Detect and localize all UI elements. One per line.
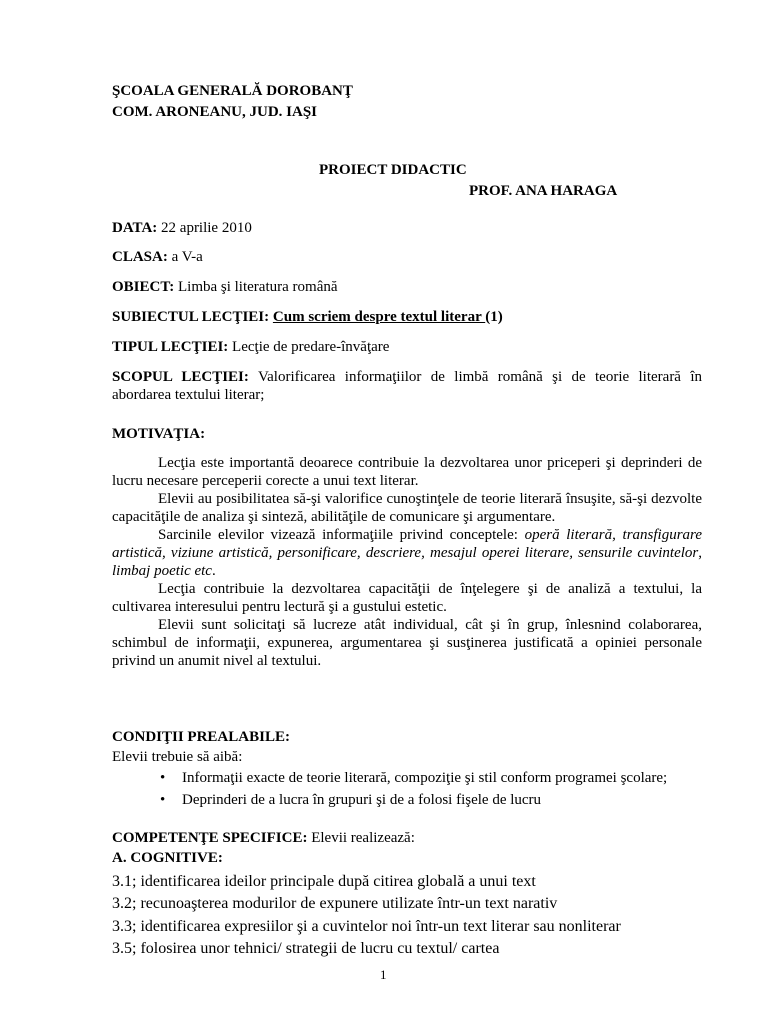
class-line xyxy=(112,248,203,266)
class-value: a V-a xyxy=(167,249,203,265)
school-location: COM. ARONEANU, JUD. IAŞI xyxy=(112,104,318,120)
competences-line xyxy=(112,829,415,847)
motivation-p3-italic-2: limbaj poetic etc xyxy=(112,563,212,579)
topic-value: Cum scriem despre textul literar xyxy=(272,309,486,325)
motivation-heading: MOTIVAŢIA: xyxy=(112,426,206,442)
date-line xyxy=(112,219,252,237)
aim-value: Valorificarea informaţiilor de limbă română şi de teorie literară în abordarea textului literar; xyxy=(112,369,702,403)
list-item: • Informaţii exacte de teorie literară, compoziţie şi stil conform programei şcolare; xyxy=(160,769,702,787)
motivation-paragraph-4: Lecţia contribuie la dezvoltarea capacităţii de înţelegere şi de analiză a textului, la cultivarea interesului pentru lectură şi a gustului estetic. xyxy=(112,581,702,615)
competences-heading-suffix: Elevii realizează: xyxy=(307,830,415,846)
competence-item: 3.1; identificarea ideilor principale după citirea globală a unui text xyxy=(112,873,536,890)
teacher-name: PROF. ANA HARAGA xyxy=(469,183,618,199)
aim-label: SCOPUL LECŢIEI: xyxy=(112,369,249,385)
motivation-paragraph-2: Elevii au posibilitatea să-şi valorifice cunoştinţele de teorie literară însuşite, să-şi dezvolte capacităţile de analiza şi sinteză, abilităţile de comunicare şi argumentare. xyxy=(112,491,702,525)
prerequisites-list xyxy=(160,769,702,809)
type-label: TIPUL LECŢIEI: xyxy=(112,339,229,355)
motivation-paragraph-5: Elevii sunt solicitaţi să lucreze atât individual, cât şi în grup, înlesnind colaborarea, schimbul de informaţii, expunerea, argumentarea şi susţinerea justificată a opiniei personale privind un anumit nivel al textului. xyxy=(112,617,702,669)
competence-item: 3.3; identificarea expresiilor şi a cuvintelor noi într-un text literar sau nonliterar xyxy=(112,918,621,935)
subject-label: OBIECT: xyxy=(112,279,175,295)
motivation-paragraph-1: Lecţia este importantă deoarece contribuie la dezvoltarea unor priceperi şi deprinderi de lucru necesare perceperii corecte a unui text literar. xyxy=(112,455,702,489)
topic-label: SUBIECTUL LECŢIEI: xyxy=(112,309,270,325)
subject-line xyxy=(112,278,338,296)
class-label: CLASA: xyxy=(112,249,168,265)
date-label: DATA: xyxy=(112,220,158,236)
list-item: • Deprinderi de a lucra în grupuri şi de a folosi fişele de lucru xyxy=(160,791,702,809)
page-number: 1 xyxy=(380,967,387,982)
date-value: 22 aprilie 2010 xyxy=(157,220,252,236)
motivation-body xyxy=(112,454,702,670)
subject-value: Limba şi literatura română xyxy=(174,279,338,295)
motivation-p3-italic-1: operă literară, transfigurare artistică, viziune artistică, personificare, descriere, mesajul operei literare, sensurile cuvintelor xyxy=(112,527,702,561)
competence-item: 3.2; recunoaşterea modurilor de expunere utilizate într-un text narativ xyxy=(112,895,558,912)
aim-paragraph xyxy=(112,368,702,404)
competences-heading: COMPETENŢE SPECIFICE: xyxy=(112,830,308,846)
topic-line xyxy=(112,308,503,326)
motivation-paragraph-3 xyxy=(112,526,702,580)
competence-item: 3.5; folosirea unor tehnici/ strategii de lucru cu textul/ cartea xyxy=(112,940,500,957)
school-name: ŞCOALA GENERALĂ DOROBANŢ xyxy=(112,83,353,99)
motivation-p3-start: Sarcinile elevilor vizează informaţiile privind conceptele: xyxy=(158,527,525,543)
prerequisites-intro: Elevii trebuie să aibă: xyxy=(112,749,243,765)
motivation-p3-mid: , xyxy=(698,545,702,561)
type-value: Lecţie de predare-învăţare xyxy=(228,339,390,355)
topic-suffix: (1) xyxy=(485,309,503,325)
type-line xyxy=(112,338,389,356)
motivation-p3-end: . xyxy=(211,563,216,579)
document-title: PROIECT DIDACTIC xyxy=(319,162,467,178)
cognitive-heading: A. COGNITIVE: xyxy=(112,850,223,866)
prerequisites-heading: CONDIŢII PREALABILE: xyxy=(112,729,290,745)
